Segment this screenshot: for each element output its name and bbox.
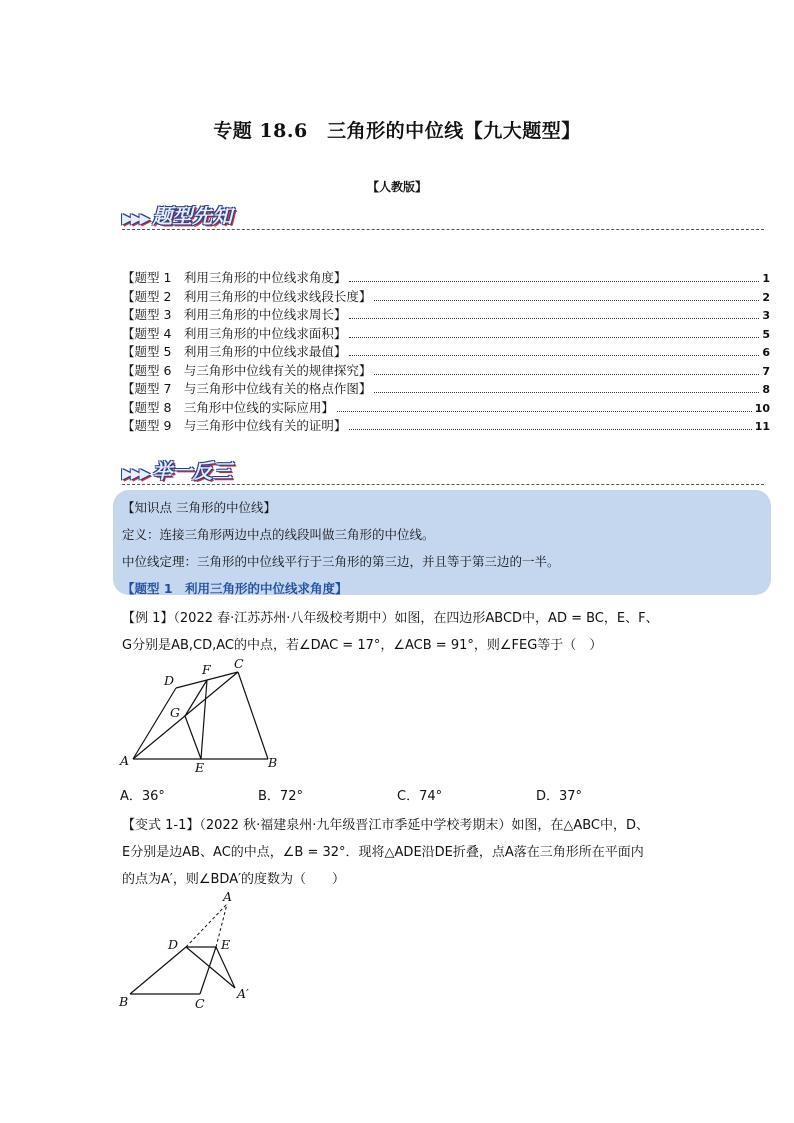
triple-arrow-icon: ▶▶▶ [122,466,149,482]
segment-da2 [186,947,235,988]
toc-entry[interactable] [122,416,770,435]
section-banner-practice [122,455,232,484]
point-a-label: A [223,890,233,904]
toc-entry[interactable] [122,379,770,398]
segment-ea2 [216,947,235,988]
toc-entry-page: 3 [762,309,770,322]
toc-entry[interactable] [122,324,770,343]
toc-entry-label: 【题型 6 与三角形中位线有关的规律探究】 [122,362,372,378]
toc-entry-page: 5 [762,327,770,341]
toc-entry-page: 6 [762,346,770,359]
example-1-figure [118,655,278,775]
toc-leader-dots [349,355,759,356]
toc-leader-dots [337,411,752,412]
toc-entry-label: 【题型 1 利用三角形的中位线求角度】 [122,270,347,285]
section-divider [122,229,764,230]
toc-leader-dots [374,392,759,393]
variant-1-figure [115,890,275,1015]
segment-ad [133,688,176,759]
point-b-label: B [268,755,278,770]
knowledge-heading: 【知识点 三角形的中位线】 [122,500,276,515]
toc-entry-label: 【题型 2 利用三角形的中位线求线段长度】 [122,288,372,304]
toc-entry[interactable] [122,287,770,306]
toc-leader-dots [349,318,759,319]
point-b-label: B [119,994,129,1009]
option-b: B．72° [258,789,303,804]
point-a-label: A [120,753,130,768]
variant-1-line-3: 的点为A′，则∠BDA′的度数为（ ） [122,872,346,887]
definition-text: 定义：连接三角形两边中点的线段叫做三角形的中位线。 [122,527,435,542]
toc-leader-dots [349,337,759,338]
toc-entry-label: 【题型 9 与三角形中位线有关的证明】 [122,418,347,433]
segment-eg [185,716,201,759]
point-d-label: D [164,673,175,688]
point-e-label: E [221,937,231,952]
option-a: A．36° [120,789,165,804]
toc-entry-page: 1 [762,272,770,285]
point-c-label: C [234,656,244,671]
segment-cb [238,672,268,759]
segment-bd [130,947,186,994]
table-of-contents [122,268,770,435]
toc-entry[interactable] [122,342,770,361]
toc-entry-label: 【题型 5 利用三角形的中位线求最值】 [122,344,347,359]
point-a-prime-label: A′ [237,986,249,1001]
section-banner-text: 题型先知 [152,204,233,228]
toc-entry[interactable] [122,398,770,417]
toc-entry-page: 11 [754,420,770,433]
option-d: D．37° [536,789,583,804]
toc-entry-page: 2 [762,290,770,304]
toc-entry[interactable] [122,305,770,324]
point-d-label: D [168,937,179,952]
toc-entry[interactable] [122,268,770,287]
question-type-heading: 【题型 1 利用三角形的中位线求角度】 [122,581,348,596]
variant-1-line-2: E分别是边AB、AC的中点，∠B = 32°．现将△ADE沿DE折叠，点A落在三角形所在平面内 [122,845,644,860]
section-banner-text: 举一反三 [152,459,233,483]
toc-leader-dots [374,300,759,301]
toc-leader-dots [374,374,759,375]
section-banner-preview [122,200,232,229]
toc-entry-page: 7 [762,364,770,378]
toc-entry-label: 【题型 8 三角形中位线的实际应用】 [122,399,334,415]
variant-1-line-1: 【变式 1-1】（2022 秋·福建泉州·九年级晋江市季延中学校考期末）如图，在△ABC中，D、 [122,818,650,833]
point-g-label: G [170,705,180,720]
example-1-line-2: G分别是AB,CD,AC的中点，若∠DAC = 17°，∠ACB = 91°，则∠FEG等于（ ） [122,638,603,653]
toc-leader-dots [349,281,759,282]
example-1-line-1: 【例 1】（2022 春·江苏苏州·八年级校考期中）如图，在四边形ABCD中，AD = BC，E、F、 [122,611,659,626]
toc-entry-label: 【题型 7 与三角形中位线有关的格点作图】 [122,381,372,396]
option-c: C．74° [397,789,443,804]
toc-entry-page: 8 [762,383,770,396]
toc-entry[interactable] [122,361,770,380]
triple-arrow-icon: ▶▶▶ [122,211,149,227]
point-c-label: C [195,996,205,1011]
edition-label: 【人教版】 [366,180,427,194]
point-e-label: E [195,760,205,775]
toc-entry-page: 10 [754,401,770,415]
toc-entry-label: 【题型 4 利用三角形的中位线求面积】 [122,325,347,341]
segment-ef [201,680,207,759]
toc-entry-label: 【题型 3 利用三角形的中位线求周长】 [122,307,347,322]
point-f-label: F [202,662,211,677]
toc-leader-dots [349,429,751,430]
page-title: 专题 18.6 三角形的中位线【九大题型】 [213,120,581,142]
section-divider [122,484,764,485]
theorem-text: 中位线定理：三角形的中位线平行于三角形的第三边，并且等于第三边的一半。 [122,554,560,569]
